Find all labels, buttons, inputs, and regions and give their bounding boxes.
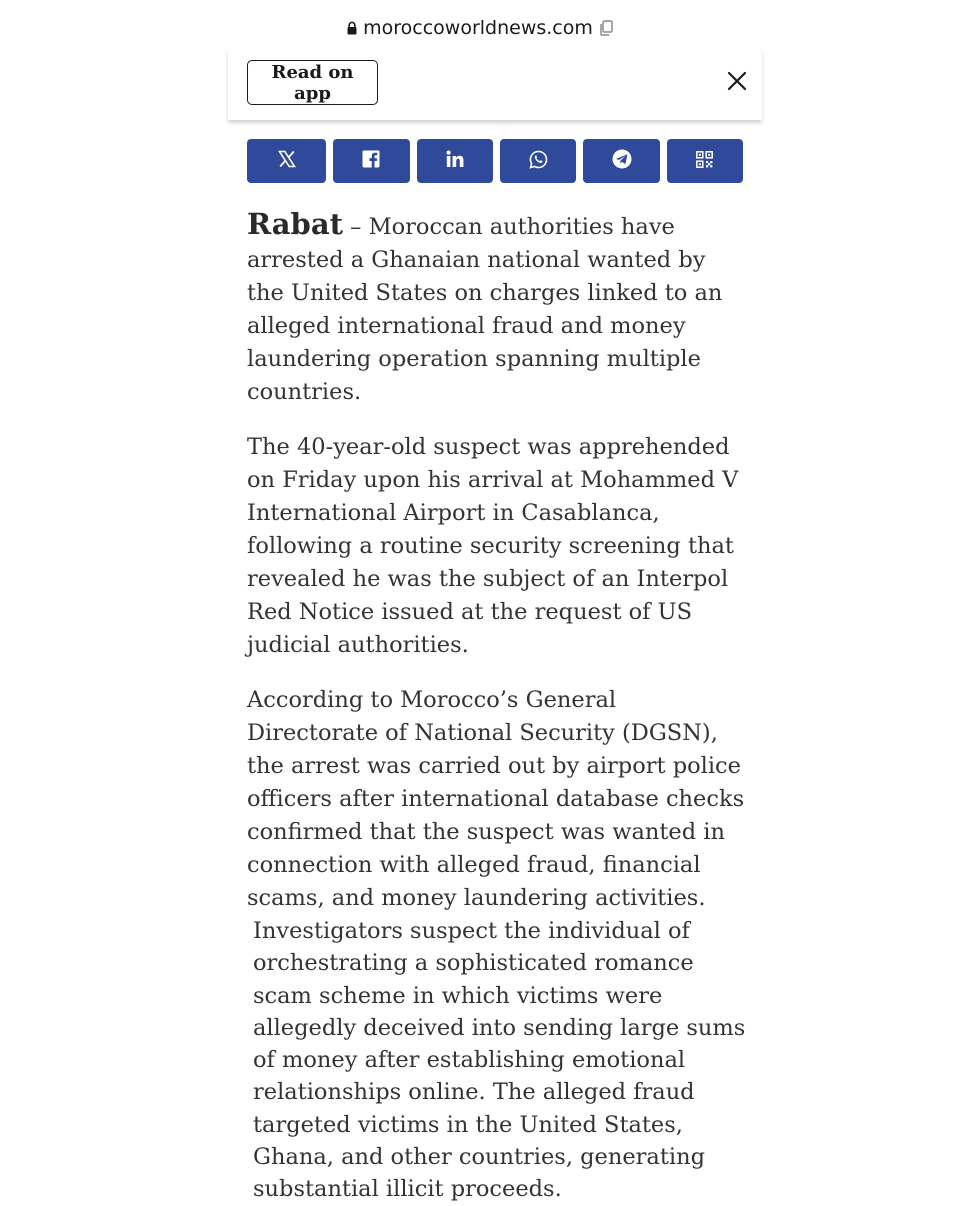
x-logo-icon (278, 150, 296, 172)
share-whatsapp-button[interactable] (500, 139, 576, 183)
qr-code-icon (696, 151, 713, 172)
article-paragraph-4: Investigators suspect the individual of orchestrating a sophisticated romance scam scheme in which victims were allegedly deceived into sending large sums of money after establishing emotional relationships online. The alleged fraud targeted victims in the United States, Ghana, and other countries, generating substantial illicit proceeds. (253, 918, 746, 1203)
url-text[interactable]: moroccoworldnews.com (363, 17, 593, 39)
whatsapp-icon (529, 150, 548, 173)
telegram-icon (612, 149, 632, 173)
article-paragraph-1 (247, 208, 747, 409)
dateline: Rabat (247, 207, 344, 241)
app-banner (228, 50, 762, 120)
article-body (247, 208, 747, 937)
share-x-button[interactable] (247, 139, 326, 183)
paragraph-1-text: – Moroccan authorities have arrested a Ghanaian national wanted by the United States on charges linked to an alleged international fraud and money laundering operation spanning multiple countries. (247, 214, 723, 405)
share-linkedin-button[interactable] (417, 139, 493, 183)
article-paragraph-3: According to Morocco’s General Directorate of National Security (DGSN), the arrest was carried out by airport police officers after international database checks confirmed that the suspect was wanted in connection with alleged fraud, financial scams, and money laundering activities. (247, 687, 745, 911)
share-telegram-button[interactable] (583, 139, 659, 183)
address-bar[interactable] (0, 14, 960, 42)
share-qr-code-button[interactable] (667, 139, 743, 183)
read-on-app-button[interactable]: Read on app (247, 60, 378, 105)
facebook-icon (362, 150, 380, 172)
share-facebook-button[interactable] (333, 139, 409, 183)
close-icon[interactable] (724, 68, 750, 94)
linkedin-icon (446, 150, 464, 172)
lock-icon (347, 21, 357, 35)
article-paragraph-2: The 40-year-old suspect was apprehended on Friday upon his arrival at Mohammed V International Airport in Casablanca, following a routine security screening that revealed he was the subject of an Interpol Red Notice issued at the request of US judicial authorities. (247, 434, 739, 658)
copy-icon[interactable] (599, 20, 613, 36)
share-buttons (247, 139, 743, 183)
